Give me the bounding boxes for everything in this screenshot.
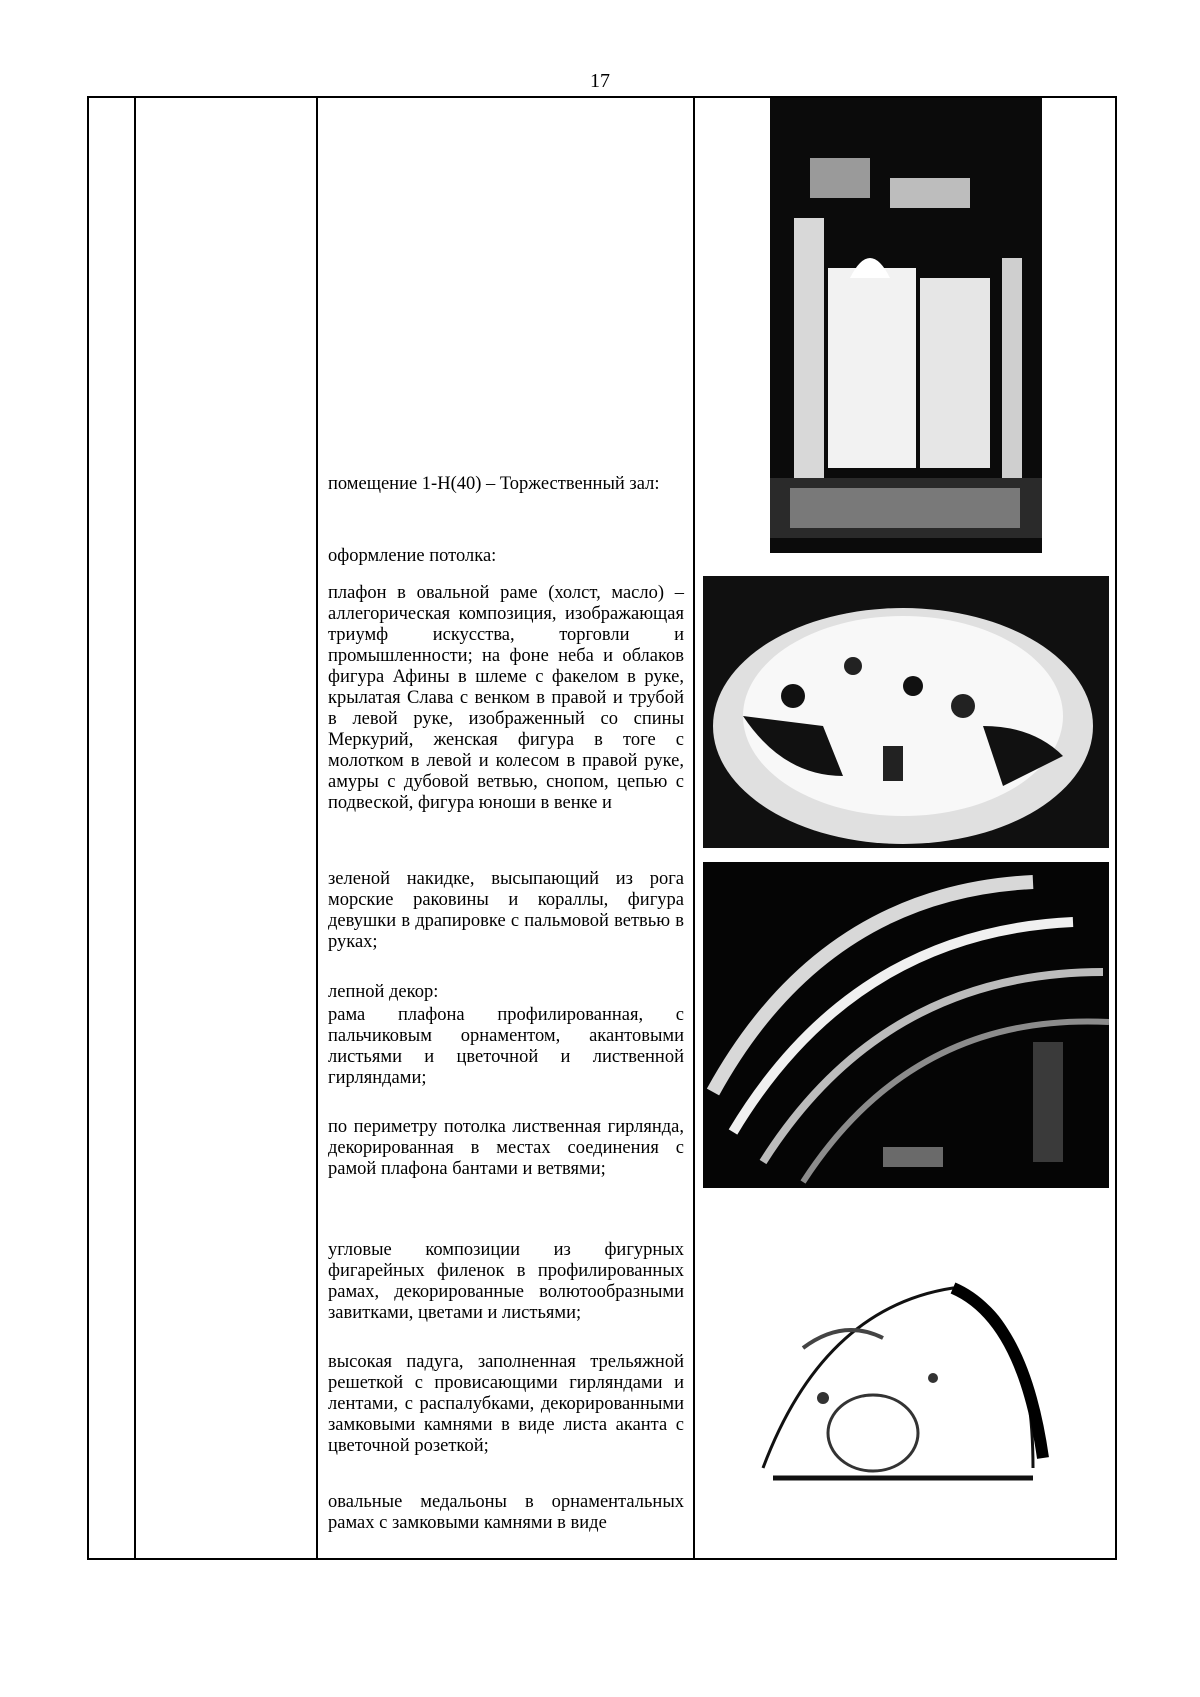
stucco-heading: лепной декор: <box>328 982 439 1002</box>
page-number: 17 <box>590 70 610 92</box>
arch-description: высокая падуга, заполненная трельяжной решеткой с провисающими гирляндами и лентами, с распалубками, декорированными замковыми камнями в виде листа аканта с цветочной розеткой; <box>328 1352 684 1456</box>
photo-corner-stucco-composition <box>703 1228 1109 1528</box>
photo-ceiling-plafond <box>703 576 1109 848</box>
plafond-description: плафон в овальной раме (холст, масло) – аллегорическая композиция, изображающая триумф искусства, торговли и промышленности; на фоне неба и облаков фигура Афины в шлеме с факелом в руке, крылатая Слава с венком в правой и трубой в левой руке, изображенный со спины Меркурий, женская фигура в тоге с молотком в левой и колесом в правой руке, амуры с дубовой ветвью, снопом, цепью с подвеской, фигура юноши в венке и <box>328 583 684 813</box>
photo-plafond-frame-detail <box>703 862 1109 1188</box>
plafond-description-continued: зеленой накидке, высыпающий из рога морские раковины и кораллы, фигура девушки в драпировке с пальмовой ветвью в руках; <box>328 869 684 952</box>
frame-description: рама плафона профилированная, с пальчиковым орнаментом, акантовыми листьями и цветочной и лиственной гирляндами; <box>328 1005 684 1088</box>
corner-compositions-description: угловые композиции из фигурных фигарейных филенок в профилированных рамах, декорированные волютообразными завитками, цветами и листьями; <box>328 1240 684 1323</box>
medallions-description: овальные медальоны в орнаментальных рамах с замковыми камнями в виде <box>328 1492 684 1533</box>
column-divider-2 <box>316 96 318 1560</box>
photo-hall-interior <box>770 98 1042 563</box>
room-title: помещение 1-Н(40) – Торжественный зал: <box>328 474 660 494</box>
column-divider-3 <box>693 96 695 1560</box>
perimeter-description: по периметру потолка лиственная гирлянда, декорированная в местах соединения с рамой плафона бантами и ветвями; <box>328 1117 684 1179</box>
column-divider-1 <box>134 96 136 1560</box>
ceiling-heading: оформление потолка: <box>328 546 497 566</box>
